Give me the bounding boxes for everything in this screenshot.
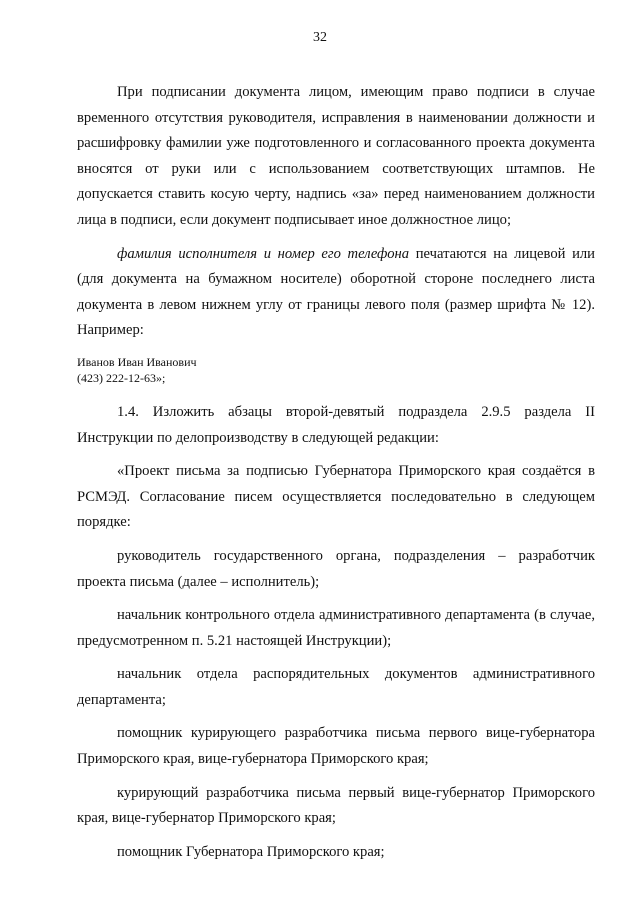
document-body	[77, 80, 595, 873]
paragraph-letter-draft: «Проект письма за подписью Губернатора Приморского края создаётся в РСМЭД. Согласование писем осуществляется последовательно в следующем порядке:	[77, 463, 595, 531]
list-item-control-department: начальник контрольного отдела административного департамента (в случае, предусмотренном п. 5.21 настоящей Инструкции);	[77, 607, 595, 649]
list-item-orders-department: начальник отдела распорядительных документов административного департамента;	[77, 666, 595, 708]
example-name: Иванов Иван Иванович	[77, 354, 197, 369]
example-phone: (423) 222-12-63»;	[77, 370, 166, 385]
list-item-head-of-agency: руководитель государственного органа, подразделения – разработчик проекта письма (далее – исполнитель);	[77, 547, 595, 590]
page-number: 32	[313, 30, 327, 45]
paragraph-amendment: 1.4. Изложить абзацы второй-девятый подраздела 2.9.5 раздела II Инструкции по делопроизводству в следующей редакции:	[77, 403, 595, 446]
list-item-governor-assistant: помощник Губернатора Приморского края;	[117, 843, 385, 860]
executor-info-text: печатаются на лицевой или (для документа на бумажном носителе) оборотной стороне последнего листа документа в левом нижнем углу от границы левого поля (размер шрифта № 12). Например:	[77, 245, 595, 339]
executor-info-italic: фамилия исполнителя и номер его телефона	[117, 245, 410, 262]
list-item-vice-governor-assistant: помощник курирующего разработчика письма первого вице-губернатора Приморского края, вице-губернатора Приморского края;	[77, 725, 595, 768]
paragraph-executor-info	[77, 242, 595, 344]
paragraph-signing-rules: При подписании документа лицом, имеющим право подписи в случае временного отсутствия руководителя, исправления в наименовании должности и расшифровку фамилии уже подготовленного и согласованного проекта документа вносятся от руки или с использованием соответствующих штампов. Не допускается ставить косую черту, надпись «за» перед наименованием должности лица в подписи, если документ подписывает иное должностное лицо;	[77, 84, 595, 228]
example-block	[77, 354, 595, 386]
list-item-vice-governor: курирующий разработчика письма первый вице-губернатор Приморского края, вице-губернатор Приморского края;	[77, 784, 595, 827]
